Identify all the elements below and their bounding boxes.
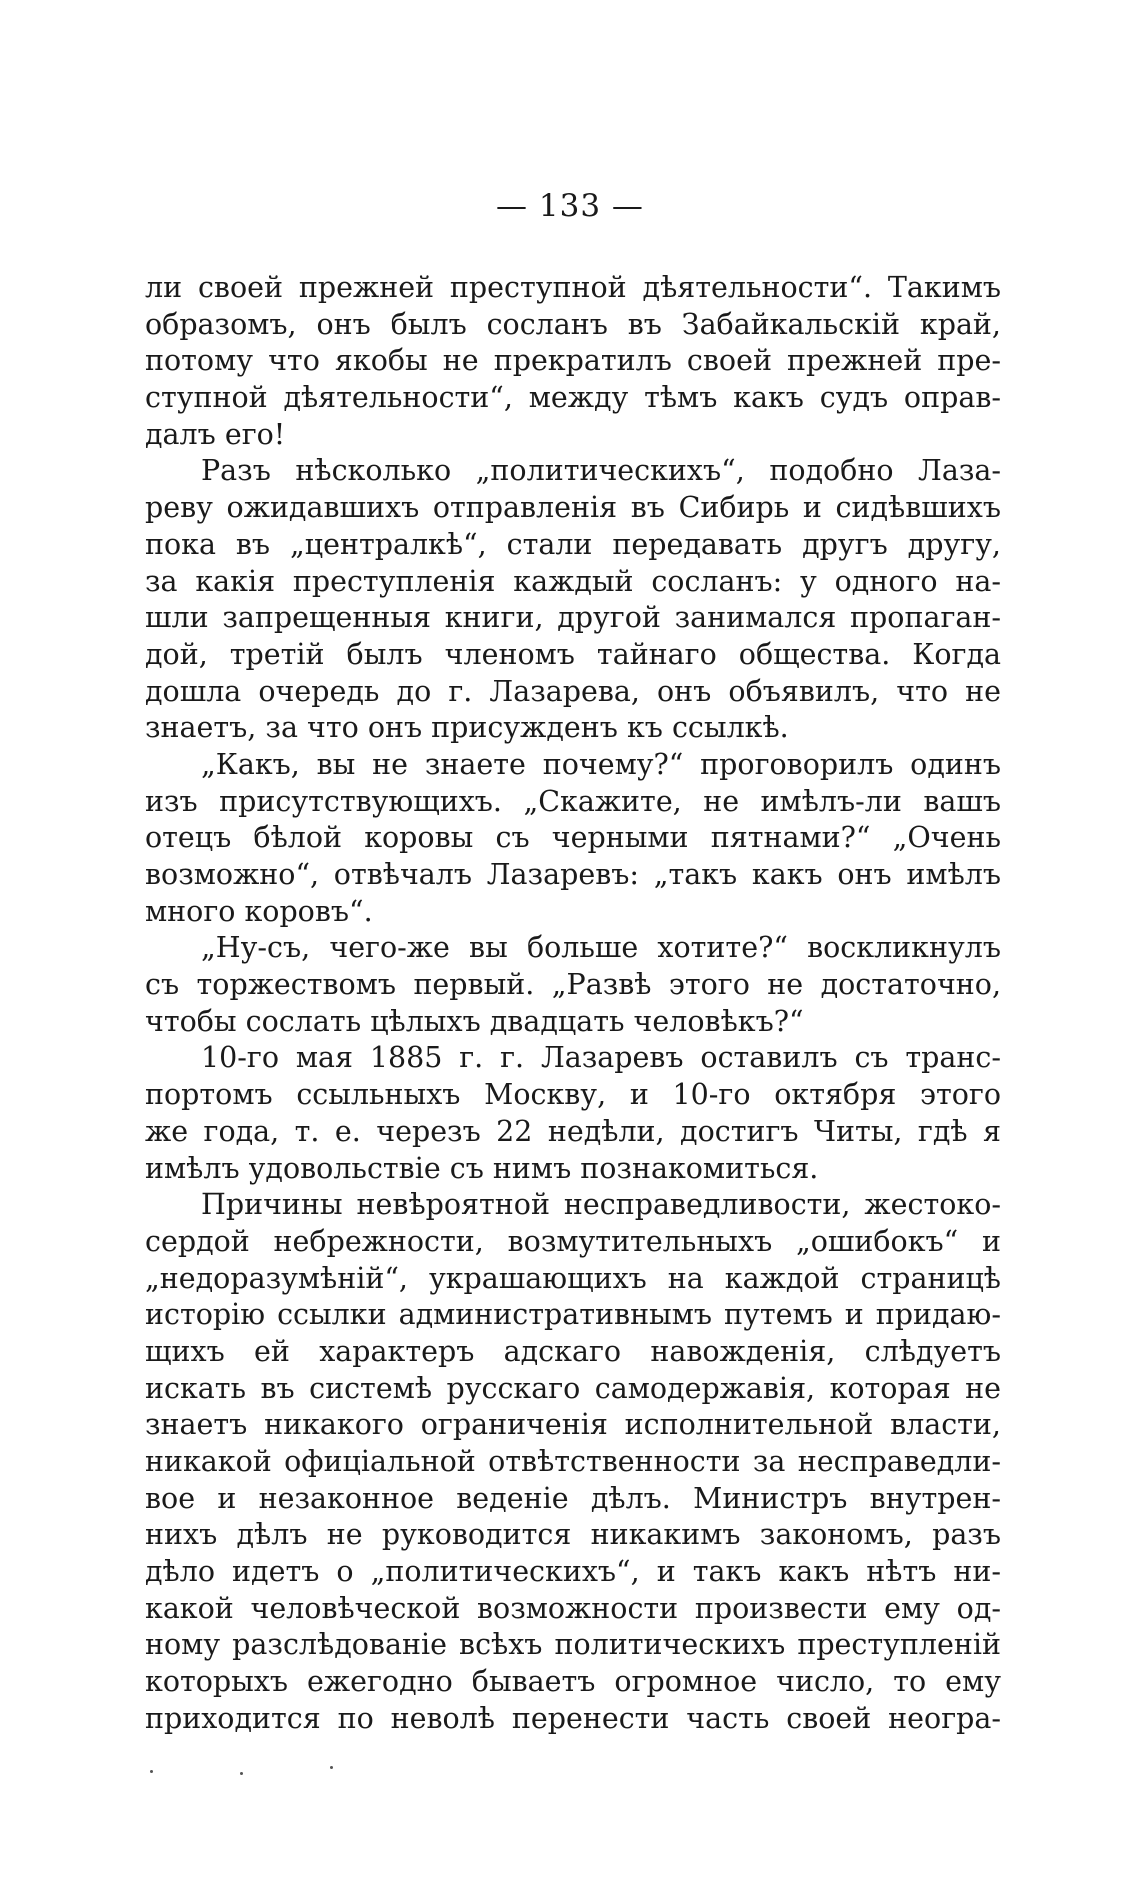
text-line: щихъ ей характеръ адскаго навожденія, слѣдуетъ (145, 1334, 1001, 1368)
text-line: никакой офиціальной отвѣтственности за несправедли- (145, 1445, 1001, 1478)
text-line: пока въ „централкѣ“, стали передавать другъ другу, (145, 527, 1001, 561)
text-line: 10-го мая 1885 г. г. Лазаревъ оставилъ съ транс- (201, 1041, 1001, 1075)
text-line: Причины невѣроятной несправедливости, жестоко- (201, 1188, 1001, 1222)
text-line: исторію ссылки административнымъ путемъ и придаю- (145, 1298, 1001, 1332)
text-line: приходится по неволѣ перенести часть своей неогра- (145, 1701, 1001, 1735)
text-line: ли своей прежней преступной дѣятельности“. Такимъ (145, 271, 1001, 304)
text-line: образомъ, онъ былъ сосланъ въ Забайкальскій край, (145, 307, 1001, 341)
text-line: чтобы сослать цѣлыхъ двадцать человѣкъ?“ (145, 1004, 804, 1038)
text-line: потому что якобы не прекратилъ своей прежней пре- (145, 344, 1001, 378)
text-line: нихъ дѣлъ не руководится никакимъ закономъ, разъ (145, 1518, 1001, 1552)
text-line: знаетъ никакого ограниченія исполнительной власти, (145, 1408, 1001, 1442)
text-line: Разъ нѣсколько „политическихъ“, подобно Лаза- (201, 454, 1001, 488)
text-line: съ торжествомъ первый. „Развѣ этого не достаточно, (145, 968, 1001, 1002)
text-line: „недоразумѣній“, украшающихъ на каждой страницѣ (145, 1261, 1001, 1295)
text-line: сердой небрежности, возмутительныхъ „ошибокъ“ и (145, 1224, 1001, 1258)
text-line: „Какъ, вы не знаете почему?“ проговорилъ одинъ (201, 747, 1001, 781)
text-line: портомъ ссыльныхъ Москву, и 10-го октября этого (145, 1078, 1001, 1112)
text-line: которыхъ ежегодно бываетъ огромное число, то ему (145, 1665, 1001, 1699)
text-line: ному разслѣдованіе всѣхъ политическихъ преступленій (145, 1628, 1001, 1662)
text-line: изъ присутствующихъ. „Скажите, не имѣлъ-ли вашъ (145, 784, 1001, 818)
text-line: вое и незаконное веденіе дѣлъ. Министръ внутрен- (145, 1481, 1001, 1515)
text-line: же года, т. е. черезъ 22 недѣли, достигъ Читы, гдѣ я (145, 1114, 1001, 1148)
text-line: шли запрещенныя книги, другой занимался пропаган- (145, 601, 1001, 635)
text-line: дой, третій былъ членомъ тайнаго общества. Когда (145, 637, 1001, 671)
text-line: дѣло идетъ о „политическихъ“, и такъ какъ нѣтъ ни- (145, 1555, 1001, 1589)
text-line: ступной дѣятельности“, между тѣмъ какъ судъ оправ- (145, 381, 1001, 415)
text-line: какой человѣческой возможности произвести ему од- (145, 1591, 1001, 1625)
text-line: имѣлъ удовольствіе съ нимъ познакомиться. (145, 1151, 819, 1185)
text-line: дошла очередь до г. Лазарева, онъ объявилъ, что не (145, 674, 1001, 708)
text-line: отецъ бѣлой коровы съ черными пятнами?“ „Очень (145, 821, 1001, 855)
page-number: — 133 — (496, 188, 644, 224)
text-line: возможно“, отвѣчалъ Лазаревъ: „такъ какъ онъ имѣлъ (145, 858, 1001, 891)
scan-specks (0, 1764, 1140, 1784)
text-line: реву ожидавшихъ отправленія въ Сибирь и сидѣвшихъ (145, 491, 1001, 525)
text-line: искать въ системѣ русскаго самодержавія, которая не (145, 1371, 1001, 1405)
body-text (145, 270, 1001, 1738)
text-line: „Ну-съ, чего-же вы больше хотите?“ воскликнулъ (201, 931, 1001, 965)
text-line: за какія преступленія каждый сосланъ: у одного на- (145, 564, 1001, 598)
text-line: далъ его! (145, 417, 286, 451)
text-line: много коровъ“. (145, 894, 373, 928)
text-line: знаетъ, за что онъ присужденъ къ ссылкѣ. (145, 711, 789, 745)
